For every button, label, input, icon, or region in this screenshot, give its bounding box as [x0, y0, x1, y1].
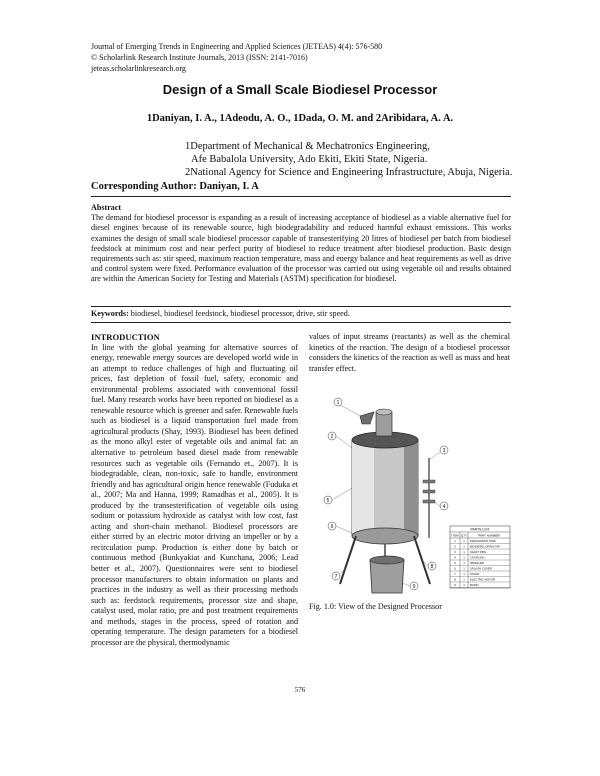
left-column: [91, 332, 298, 648]
parts-row-part: PROCESSOR TANK: [470, 539, 496, 543]
author-list: 1Daniyan, I. A., 1Adeodu, A. O., 1Dada, O. M. and 2Aribidara, A. A.: [146, 113, 454, 124]
keywords-label: Keywords:: [91, 309, 129, 318]
figure-caption: Fig. 1.0: View of the Designed Processor: [309, 602, 442, 611]
affiliation-1: 1Department of Mechanical & Mechatronics Engineering,: [185, 141, 430, 152]
parts-row-qty: 1: [463, 583, 465, 587]
processor-figure: [312, 388, 512, 594]
electric-motor: [376, 412, 392, 436]
journal-website: jeteas.scholarlinkresearch.org: [91, 64, 186, 73]
parts-row-qty: 1: [463, 539, 465, 543]
stand: [340, 536, 356, 584]
journal-header: [91, 41, 382, 74]
affiliation-1-address: Afe Babalola University, Ado Ekiti, Ekiti State, Nigeria.: [191, 154, 428, 165]
parts-row-qty: 1: [463, 555, 465, 560]
parts-row-item: 6: [454, 566, 456, 571]
introduction-heading: INTRODUCTION: [91, 332, 160, 342]
parts-list-table: [450, 526, 510, 588]
parts-row-part: ELECTRIC MOTOR: [470, 577, 495, 582]
impeller: [423, 480, 435, 483]
parts-row-item: 4: [454, 555, 456, 560]
callout-label: 5: [326, 498, 330, 504]
parts-row-qty: 1: [463, 577, 465, 582]
right-column-text: values of input streams (reactants) as well as the chemical kinetics of the reaction. The design of a biodiesel processor considers the kinetics of the reaction as well as mass and heat transfer effect.: [309, 332, 510, 373]
parts-col-part: PART NUMBER: [478, 533, 500, 538]
parts-row-part: BASIN: [470, 583, 479, 587]
parts-row-qty: 1: [463, 572, 465, 576]
parts-row-item: 1: [454, 539, 456, 543]
corresponding-author: Corresponding Author: Daniyan, I. A: [91, 181, 259, 192]
parts-row-part: IMPELLER: [470, 561, 484, 565]
paper-title: Design of a Small Scale Biodiesel Processor: [162, 82, 438, 97]
journal-copyright: © Scholarlink Research Institute Journals, 2013 (ISSN: 2141-7016): [91, 53, 308, 62]
abstract-section: [91, 203, 511, 285]
introduction-text: In line with the global yearning for alternative sources of energy, renewable energy sources are developed world wide in an attempt to reduce challenges of high and fluctuating oil prices, fast depletion of fossil fuel, safety, economic and environmental problems associated with conventional fossil fuel. Many research works have been reported on biodiesel as a renewable resource which is greener and safer. Renewable fuels such as biodiesel is a liquid transportation fuel made from agricultural products (Shay, 1993). Biodiesel has been defined as the mono alkyl ester of vegetable oils and animal fat: an alternative to petroleum based diesel made from renewable resources such as vegetable oils (Fernando et., 2007). It is biodegradable, clean, non-toxic, safe to handle, environment friendly and has agricultural origin hence renewable (Fuduka et al., 2007; Ma and Hanna, 1999; Ramadhas et al., 2005). It is produced by the transesterification of vegetable oils using sodium or potassium hydroxide as catalyst with low cost, fast acting and short-chain methanol. Biodiesel processors are either stirred by an electric motor driving an impeller or by a recirculation pump. Production is either done by batch or continuous method (Bunkyakiat and Kunchana, 2006; Lead better et al., 2007). Questionnaires were sent to biodiesel processor manufacturers to obtain information on plants and practices in the industry as well as their processing methods such as: feedstock requirements, processor size and shape, catalyst used, molar ratio, pre and post treatment requirements and methods, stages in the process, speed of rotation and operating temperature. The design parameters for a biodiesel processor are the physical, thermodynamic: [91, 342, 298, 647]
parts-col-qty: QTY: [460, 533, 468, 538]
parts-row-part: SPLASH COVER: [470, 566, 492, 571]
drain-tap: [360, 412, 374, 424]
parts-row-qty: 1: [463, 550, 465, 554]
parts-row-item: 2: [454, 544, 456, 549]
parts-row-part: STAND: [470, 572, 480, 576]
parts-col-item: ITEM: [451, 533, 459, 538]
callout-label: 1: [336, 400, 340, 406]
callout-label: 7: [334, 574, 338, 580]
parts-row-part: BIODIESEL DRAIN TAP: [470, 544, 501, 549]
parts-row-item: 8: [454, 577, 456, 582]
parts-list-title: PARTS LIST: [470, 527, 490, 532]
parts-row-part: COUPLING: [470, 555, 485, 560]
parts-row-qty: 1: [463, 561, 465, 565]
parts-row-item: 5: [454, 561, 456, 565]
parts-row-qty: 1: [463, 544, 465, 549]
callout-label: 6: [330, 524, 334, 530]
callout-label: 8: [430, 564, 434, 570]
callout-label: 9: [412, 584, 416, 590]
callout-label: 4: [442, 504, 446, 510]
callout-label: 2: [330, 434, 334, 440]
keywords-text: biodiesel, biodiesel feedstock, biodiesel processor, drive, stir speed.: [130, 309, 350, 318]
divider-top: [91, 196, 511, 197]
parts-row-item: 9: [454, 583, 456, 587]
callout-label: 3: [442, 448, 446, 454]
keywords: [91, 309, 511, 318]
parts-row-part: SHAFT PIPE: [470, 550, 487, 554]
affiliation-2: 2National Agency for Science and Engineering Infrastructure, Abuja, Nigeria.: [185, 167, 513, 178]
parts-row-item: 7: [454, 572, 456, 576]
parts-row-qty: 1: [463, 566, 465, 571]
journal-citation: Journal of Emerging Trends in Engineering and Applied Sciences (JETEAS) 4(4): 576-580: [91, 42, 383, 51]
abstract-text: The demand for biodiesel processor is expanding as a result of increasing acceptance of biodiesel as a viable alternative fuel for diesel engines because of its renewable source, high biodegradability and reduced harmful exhaust emissions. This works examines the design of small scale biodiesel processor capable of transesterifying 20 litres of biodiesel per batch from biodiesel feedstock at minimum cost and near perfect purity of biodiesel to reduce treatment after biodiesel production. Basic design requirements such as: stir speed, maximum reaction temperature, mass and energy balance and heat requirements as well as drive and control system were fixed. Performance evaluation of the processor was carried out using vegetable oil and results obtained are within the American Society for Testing and Materials (ASTM) specification for biodiesel.: [91, 213, 511, 284]
divider-keywords: [91, 306, 511, 307]
basin: [370, 560, 404, 593]
page-number: 576: [294, 686, 306, 694]
affiliations: [185, 140, 512, 179]
abstract-heading: Abstract: [91, 203, 122, 212]
parts-row-item: 3: [454, 550, 456, 554]
divider-bottom: [91, 322, 511, 323]
